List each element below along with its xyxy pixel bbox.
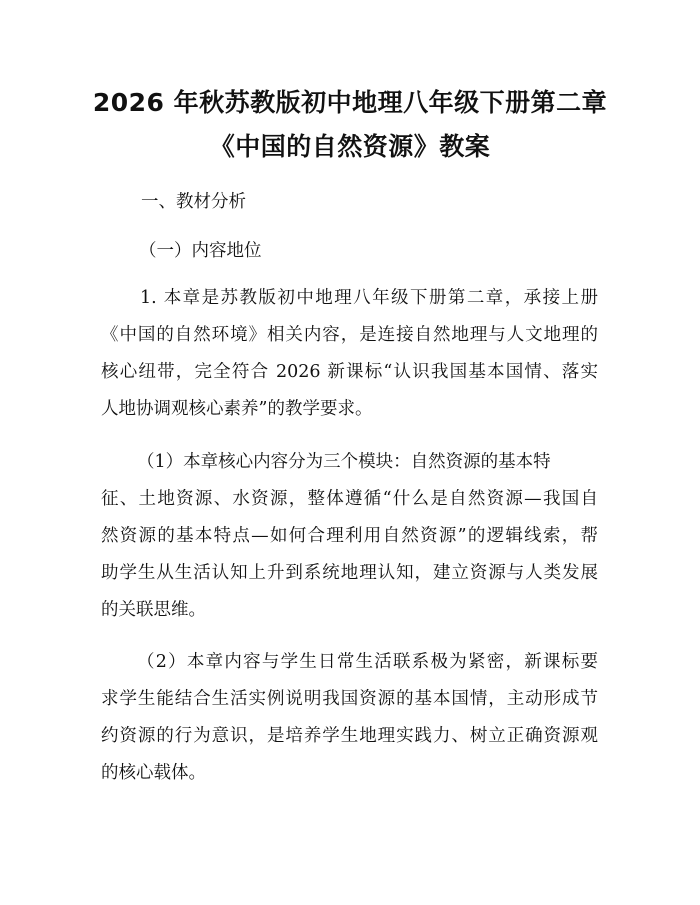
document-title-line-2: 《中国的自然资源》教案: [209, 132, 491, 161]
paragraph-2-line-5: 的关联思维。: [101, 600, 206, 620]
subsection-heading: （一）内容地位: [139, 241, 262, 261]
paragraph-1-line-4: 人地协调观核心素养”的教学要求。: [101, 399, 373, 419]
paragraph-2-line-1: （1）本章核心内容分为三个模块：自然资源的基本特: [137, 452, 551, 472]
paragraph-2-line-2: 征、土地资源、水资源，整体遵循“什么是自然资源—我国自: [101, 489, 598, 509]
paragraph-1-line-1: 1. 本章是苏教版初中地理八年级下册第二章，承接上册: [140, 288, 598, 308]
paragraph-3-line-1: （2）本章内容与学生日常生活联系极为紧密，新课标要: [137, 652, 598, 672]
section-heading: 一、教材分析: [141, 192, 246, 212]
paragraph-2-line-3: 然资源的基本特点—如何合理利用自然资源”的逻辑线索，帮: [101, 526, 598, 546]
paragraph-3-line-4: 的核心载体。: [101, 763, 206, 783]
paragraph-1-line-2: 《中国的自然环境》相关内容，是连接自然地理与人文地理的: [101, 325, 598, 345]
paragraph-3-line-2: 求学生能结合生活实例说明我国资源的基本国情，主动形成节: [101, 689, 598, 709]
document-title-line-1: 2026 年秋苏教版初中地理八年级下册第二章: [92, 88, 608, 117]
paragraph-3-line-3: 约资源的行为意识，是培养学生地理实践力、树立正确资源观: [101, 726, 598, 746]
paragraph-2-line-4: 助学生从生活认知上升到系统地理认知，建立资源与人类发展: [101, 563, 598, 583]
paragraph-1-line-3: 核心纽带，完全符合 2026 新课标“认识我国基本国情、落实: [101, 362, 598, 382]
